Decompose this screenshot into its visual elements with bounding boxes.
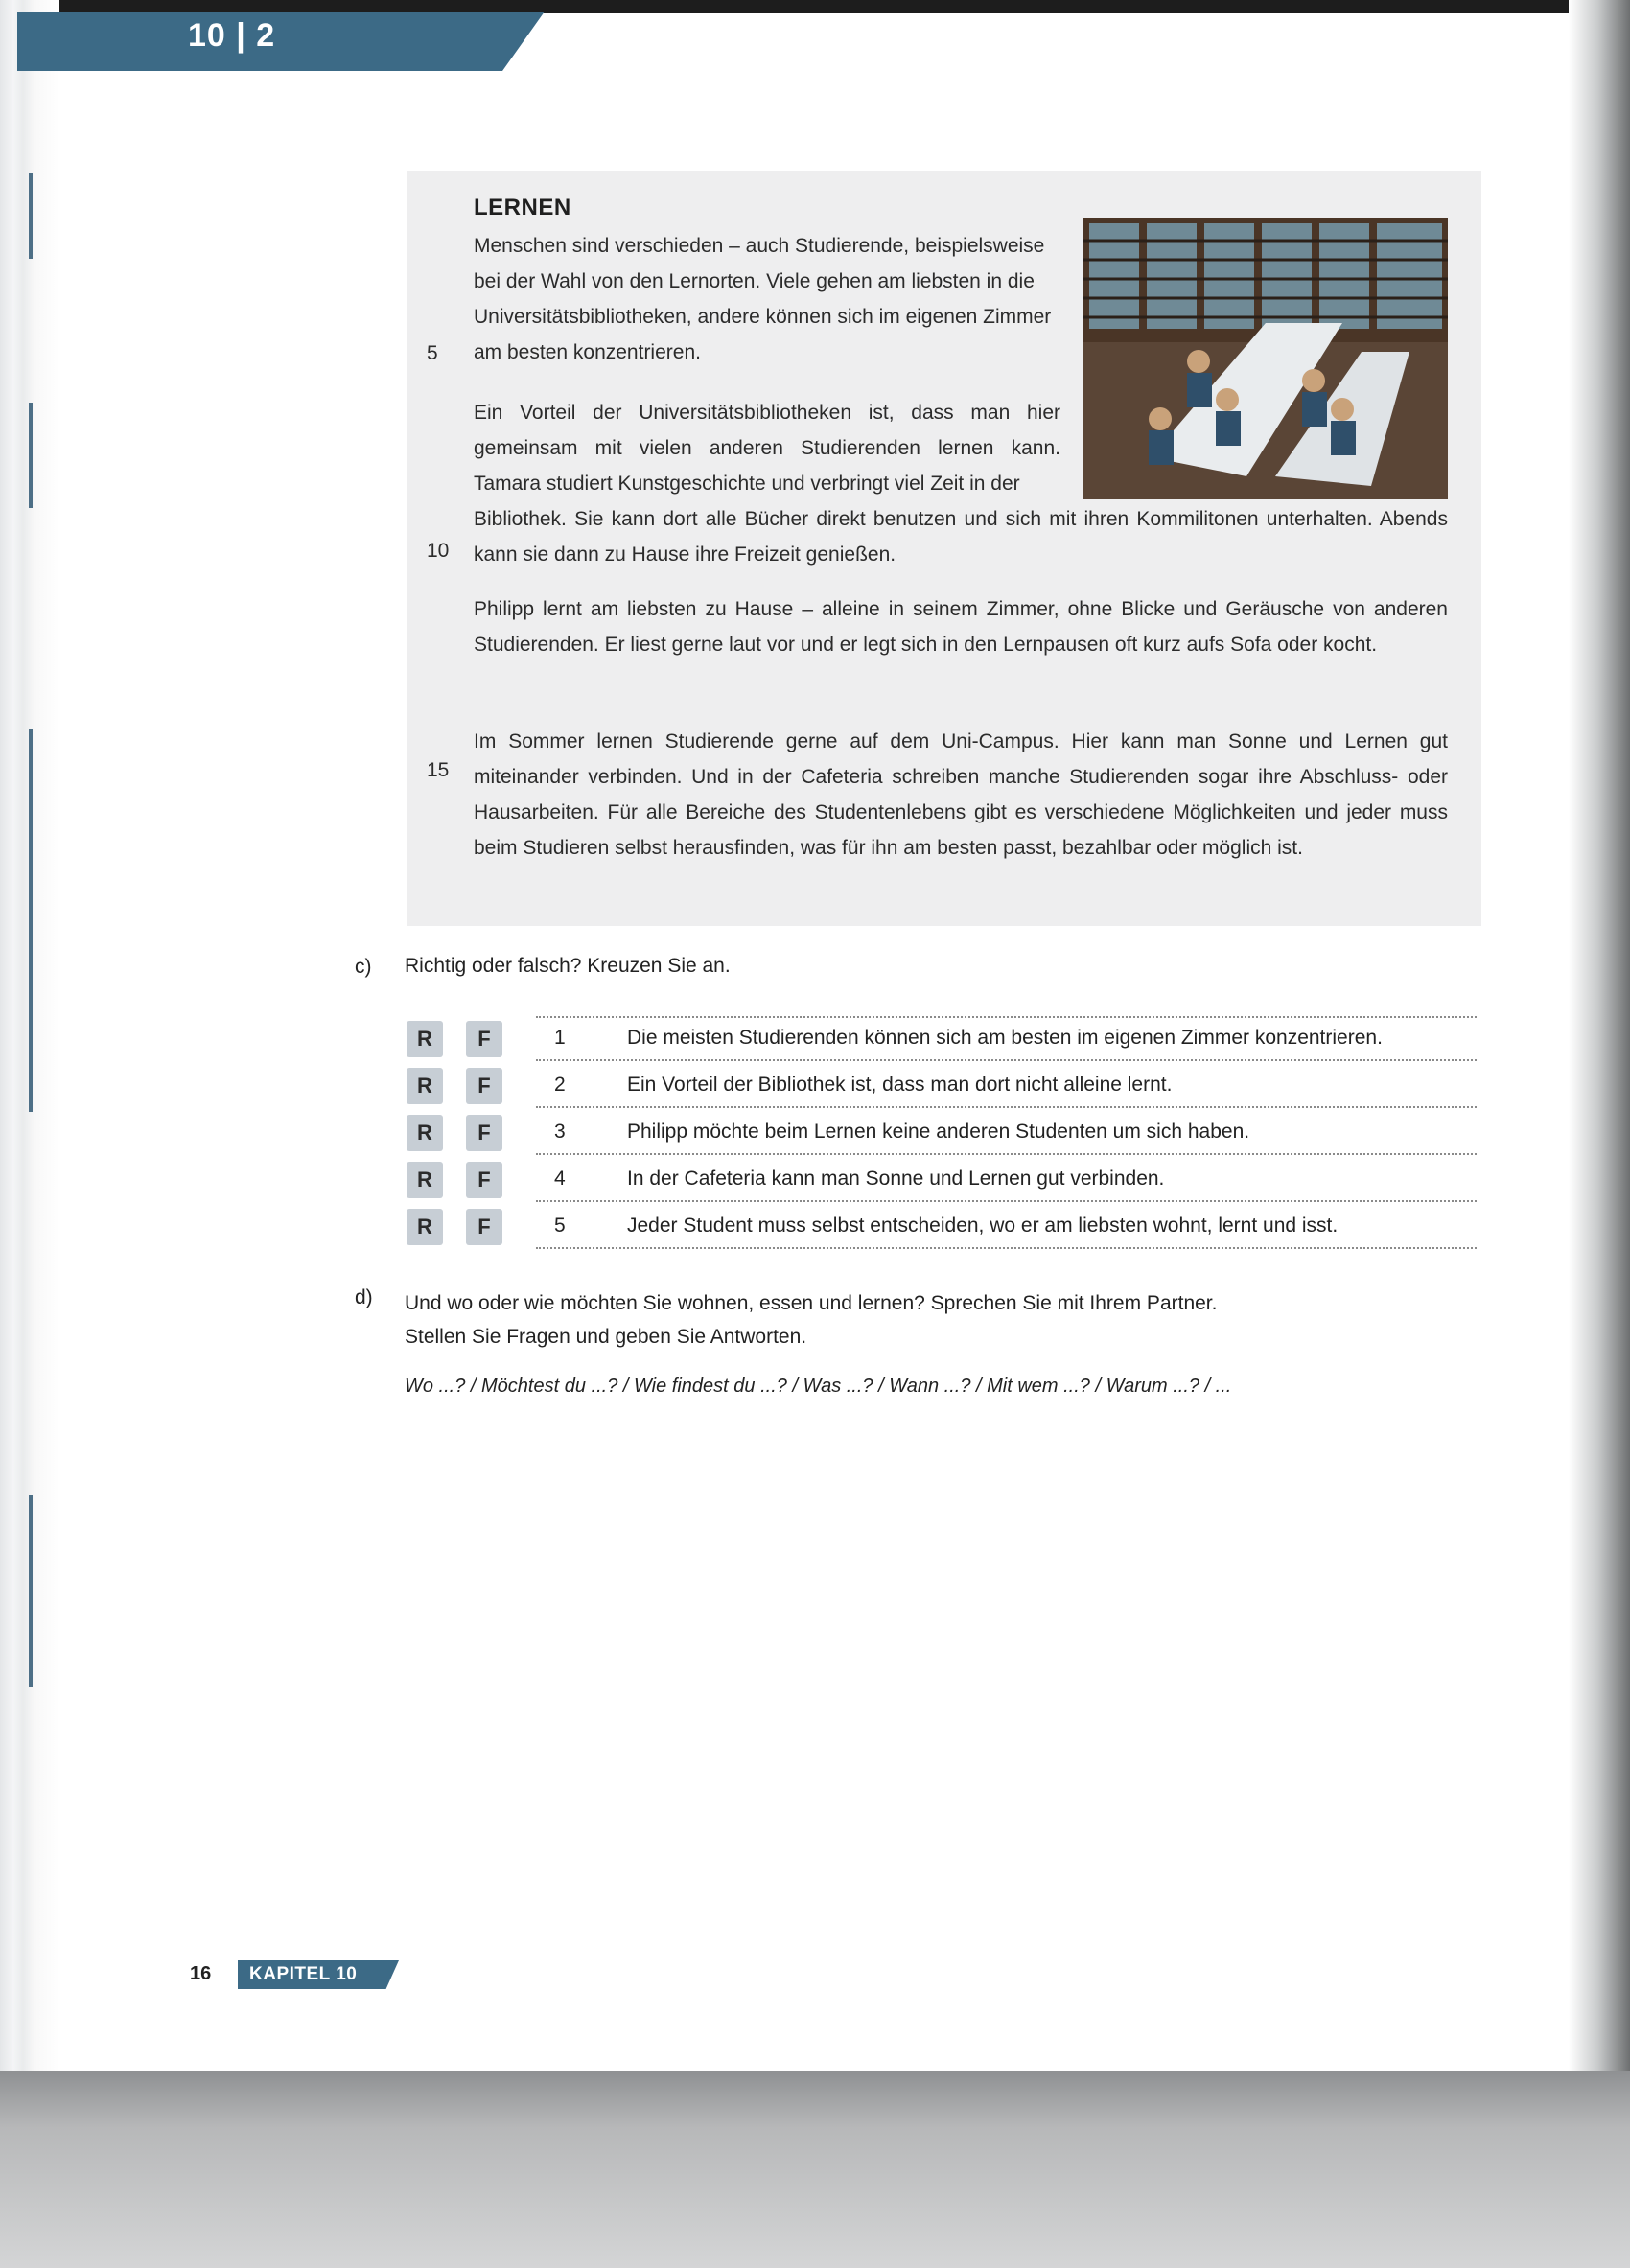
statement-number: 1 (554, 1027, 566, 1049)
statement-number: 3 (554, 1121, 566, 1143)
dotted-rule (536, 1153, 1477, 1155)
false-checkbox[interactable]: F (466, 1021, 502, 1057)
scanner-background (0, 2071, 1630, 2268)
page-edge-marker (29, 1495, 33, 1687)
statement-text: Philipp möchte beim Lernen keine anderen Studenten um sich haben. (627, 1121, 1250, 1143)
statement-text: Die meisten Studierenden können sich am besten im eigenen Zimmer konzentrieren. (627, 1027, 1383, 1049)
page-edge-marker (29, 729, 33, 1112)
line-number-10: 10 (427, 540, 450, 562)
true-checkbox[interactable]: R (407, 1021, 443, 1057)
true-checkbox[interactable]: R (407, 1115, 443, 1151)
task-d-letter: d) (355, 1286, 373, 1308)
true-checkbox[interactable]: R (407, 1068, 443, 1104)
true-false-row (407, 1017, 1477, 1061)
true-false-row (407, 1158, 1477, 1202)
scan-top-edge (0, 0, 1630, 13)
line-number-5: 5 (427, 342, 438, 364)
header-band (17, 12, 545, 71)
false-checkbox[interactable]: F (466, 1068, 502, 1104)
page-edge-marker (29, 173, 33, 259)
dotted-rule (536, 1106, 1477, 1108)
statement-number: 2 (554, 1074, 566, 1096)
dotted-rule (536, 1059, 1477, 1061)
page-number: 16 (190, 1963, 212, 1984)
dotted-rule (536, 1247, 1477, 1249)
chapter-label: KAPITEL 10 (249, 1964, 358, 1984)
task-d-prompts: Wo ...? / Möchtest du ...? / Wie findest du ...? / Was ...? / Wann ...? / Mit wem ...? / Warum ...? / ... (405, 1376, 1232, 1397)
task-d-line-1: Und wo oder wie möchten Sie wohnen, essen und lernen? Sprechen Sie mit Ihrem Partner. (405, 1292, 1218, 1314)
statement-text: In der Cafeteria kann man Sonne und Lernen gut verbinden. (627, 1168, 1165, 1190)
reading-paragraph-2a: Ein Vorteil der Universitätsbibliotheken ist, dass man hier gemeinsam mit vielen anderen Studierenden lernen kann. Tamara studiert Kunstgeschichte und verbringt viel Zeit in der (474, 402, 1060, 495)
true-false-row (407, 1111, 1477, 1155)
unit-label: 10 | 2 (188, 17, 276, 54)
binding-shadow (1569, 0, 1630, 2071)
task-d-line-2: Stellen Sie Fragen und geben Sie Antworten. (405, 1326, 807, 1348)
statement-text: Ein Vorteil der Bibliothek ist, dass man dort nicht alleine lernt. (627, 1074, 1173, 1096)
reading-paragraph-4: Im Sommer lernen Studierende gerne auf dem Uni-Campus. Hier kann man Sonne und Lernen gut miteinander verbinden. Und in der Cafeteria schreiben manche Studierenden sogar ihre Abschluss- oder Hausarbeiten. Für alle Bereiche des Studentenlebens gibt es verschiedene Möglichkeiten und jeder muss beim Studieren selbst herausfinden, was für ihn am besten passt, bezahlbar oder möglich ist. (474, 730, 1448, 859)
true-checkbox[interactable]: R (407, 1209, 443, 1245)
false-checkbox[interactable]: F (466, 1209, 502, 1245)
reading-paragraph-2b: Bibliothek. Sie kann dort alle Bücher direkt benutzen und sich mit ihren Kommilitonen unterhalten. Abends kann sie dann zu Hause ihre Freizeit genießen. (474, 508, 1448, 566)
statement-text: Jeder Student muss selbst entscheiden, wo er am liebsten wohnt, lernt und isst. (627, 1215, 1339, 1237)
reading-title: LERNEN (474, 195, 571, 220)
true-false-row (407, 1064, 1477, 1108)
page-edge-marker (29, 403, 33, 508)
task-c-letter: c) (355, 956, 372, 978)
false-checkbox[interactable]: F (466, 1115, 502, 1151)
reading-paragraph-3: Philipp lernt am liebsten zu Hause – alleine in seinem Zimmer, ohne Blicke und Geräusche von anderen Studierenden. Er liest gerne laut vor und er legt sich in den Lernpausen oft kurz aufs Sofa oder kocht. (474, 598, 1448, 656)
true-false-row (407, 1205, 1477, 1249)
line-number-15: 15 (427, 759, 450, 781)
statement-number: 5 (554, 1215, 566, 1237)
true-checkbox[interactable]: R (407, 1162, 443, 1198)
dotted-rule (536, 1200, 1477, 1202)
task-c-instruction: Richtig oder falsch? Kreuzen Sie an. (405, 955, 731, 977)
reading-paragraph-1: Menschen sind verschieden – auch Studierende, beispielsweise bei der Wahl von den Lernorten. Viele gehen am liebsten in die Universitätsbibliotheken, andere können sich im eigenen Zimmer am besten konzentrieren. (474, 235, 1052, 363)
statement-number: 4 (554, 1168, 566, 1190)
library-photo (1083, 218, 1448, 499)
false-checkbox[interactable]: F (466, 1162, 502, 1198)
